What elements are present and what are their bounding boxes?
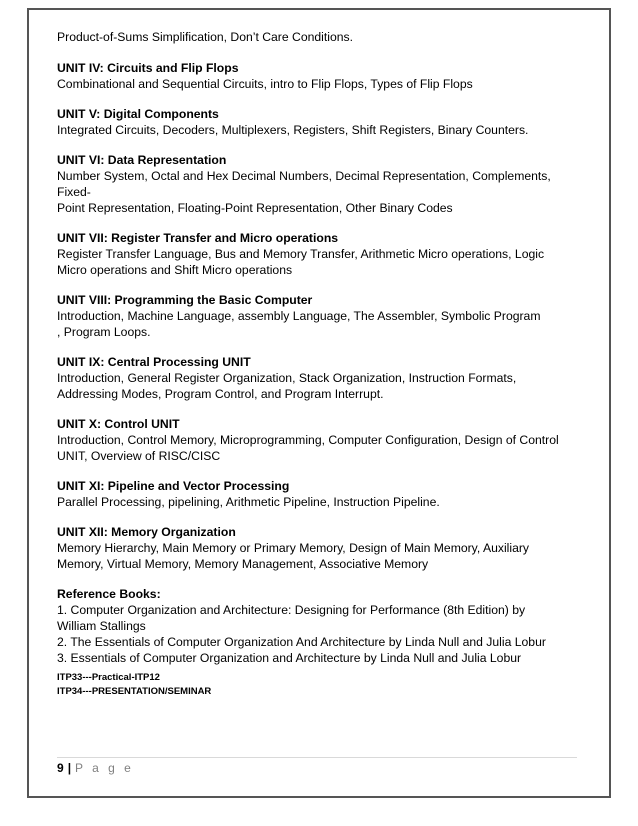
unit-x xyxy=(57,416,577,464)
unit-xii xyxy=(57,524,577,572)
unit-description: Parallel Processing, pipelining, Arithmetic Pipeline, Instruction Pipeline. xyxy=(57,495,440,509)
unit-description: UNIT, Overview of RISC/CISC xyxy=(57,449,221,463)
unit-description: Memory, Virtual Memory, Memory Management, Associative Memory xyxy=(57,557,429,571)
unit-ix xyxy=(57,354,577,402)
unit-title: UNIT XI: Pipeline and Vector Processing xyxy=(57,479,290,493)
unit-title: UNIT IV: Circuits and Flip Flops xyxy=(57,61,239,75)
unit-description: Integrated Circuits, Decoders, Multiplexers, Registers, Shift Registers, Binary Counters. xyxy=(57,123,529,137)
unit-title: UNIT VII: Register Transfer and Micro operations xyxy=(57,231,339,245)
unit-description: Number System, Octal and Hex Decimal Numbers, Decimal Representation, Complements, Fixed- xyxy=(57,169,551,199)
course-code-seminar: ITP34---PRESENTATION/SEMINAR xyxy=(57,686,212,697)
unit-description: Introduction, Control Memory, Microprogramming, Computer Configuration, Design of Control xyxy=(57,433,559,447)
unit-title: UNIT X: Control UNIT xyxy=(57,417,180,431)
intro-line: Product-of-Sums Simplification, Don’t Care Conditions. xyxy=(57,30,354,44)
reference-item: William Stallings xyxy=(57,619,146,633)
unit-description: Combinational and Sequential Circuits, intro to Flip Flops, Types of Flip Flops xyxy=(57,77,473,91)
unit-title: UNIT VIII: Programming the Basic Computer xyxy=(57,293,313,307)
unit-description: Register Transfer Language, Bus and Memory Transfer, Arithmetic Micro operations, Logic xyxy=(57,247,545,261)
unit-title: UNIT XII: Memory Organization xyxy=(57,525,236,539)
page-footer xyxy=(57,761,134,775)
page-label: P a g e xyxy=(75,761,134,775)
unit-description: Introduction, General Register Organization, Stack Organization, Instruction Formats, xyxy=(57,371,517,385)
unit-description: , Program Loops. xyxy=(57,325,151,339)
unit-vi xyxy=(57,152,577,216)
page-number: 9 xyxy=(57,761,64,775)
unit-v xyxy=(57,106,577,138)
unit-xi xyxy=(57,478,577,510)
footer-separator: | xyxy=(67,761,72,775)
unit-description: Addressing Modes, Program Control, and Program Interrupt. xyxy=(57,387,384,401)
syllabus-content xyxy=(57,29,577,666)
reference-item: 1. Computer Organization and Architecture: Designing for Performance (8th Edition) by xyxy=(57,603,526,617)
reference-item: 2. The Essentials of Computer Organization And Architecture by Linda Null and Julia Lobur xyxy=(57,635,546,649)
unit-description: Point Representation, Floating-Point Representation, Other Binary Codes xyxy=(57,201,453,215)
unit-iv xyxy=(57,60,577,92)
unit-vii xyxy=(57,230,577,278)
unit-description: Micro operations and Shift Micro operations xyxy=(57,263,293,277)
unit-viii xyxy=(57,292,577,340)
reference-item: 3. Essentials of Computer Organization and Architecture by Linda Null and Julia Lobur xyxy=(57,651,522,665)
course-codes xyxy=(57,671,211,699)
reference-books-title: Reference Books: xyxy=(57,587,161,601)
unit-description: Memory Hierarchy, Main Memory or Primary Memory, Design of Main Memory, Auxiliary xyxy=(57,541,530,555)
unit-title: UNIT V: Digital Components xyxy=(57,107,219,121)
footer-divider xyxy=(57,757,577,758)
reference-books xyxy=(57,586,577,666)
unit-title: UNIT VI: Data Representation xyxy=(57,153,227,167)
unit-description: Introduction, Machine Language, assembly Language, The Assembler, Symbolic Program xyxy=(57,309,541,323)
unit-title: UNIT IX: Central Processing UNIT xyxy=(57,355,251,369)
course-code-practical: ITP33---Practical-ITP12 xyxy=(57,672,160,683)
